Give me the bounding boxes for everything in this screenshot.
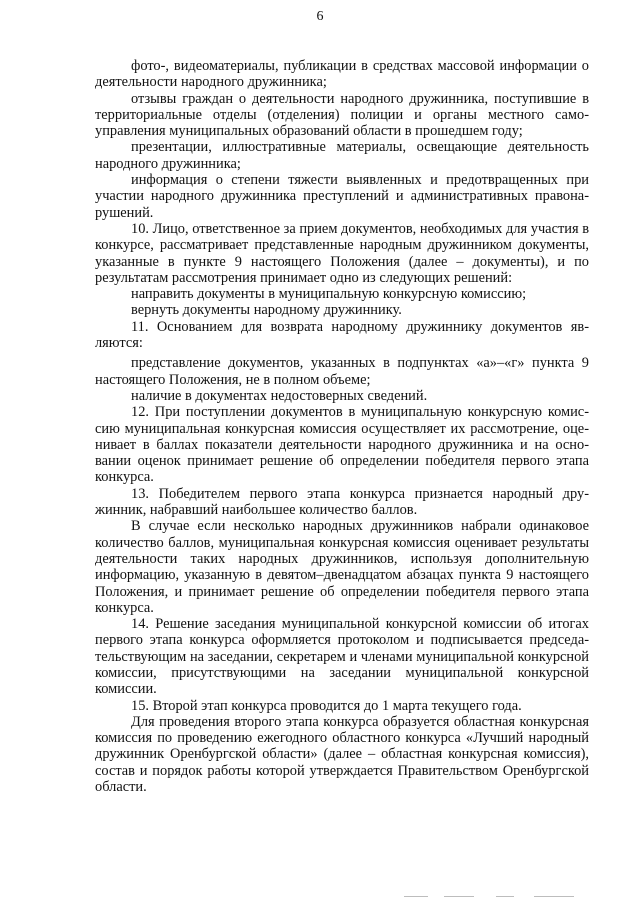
- paragraph-send-to-commission: направить документы в муниципальную конкурсную комиссию;: [131, 286, 527, 303]
- paragraph-regional-commission: Для проведения второго этапа конкурса образуется областная конкурсная комиссия по проведению ежегодного областного конкурса «Лучший народный дружинник Оренбургской области» (далее – областная конкурсная комиссия), состав и порядок работы которой утверждается Правительством Оренбургской области.: [95, 713, 589, 796]
- paragraph-unreliable-info: наличие в документах недостоверных сведений.: [131, 387, 428, 404]
- paragraph-photo-video-materials: фото-, видеоматериалы, публикации в средствах массовой информации о деятельности народного дружинника;: [95, 58, 589, 91]
- page-number: 6: [316, 9, 324, 24]
- paragraph-item-11: 11. Основанием для возврата народному дружиннику документов являются:: [95, 318, 589, 352]
- paragraph-offense-severity-info: информация о степени тяжести выявленных и предотвращенных при участии народного дружинника преступлений и административных правонарушений.: [95, 172, 589, 221]
- body-text: [95, 58, 589, 795]
- paragraph-item-15: 15. Второй этап конкурса проводится до 1 марта текущего года.: [131, 697, 522, 714]
- paragraph-item-13: 13. Победителем первого этапа конкурса признается народный дружинник, набравший наибольшее количество баллов.: [95, 485, 589, 519]
- paragraph-equal-points: В случае если несколько народных дружинников набрали одинаковое количество баллов, муниципальная конкурсная комиссия оценивает результаты деятельности таких народных дружинников, используя дополнительную информацию, указанную в девятом–двенадцатом абзацах пункта 9 настоящего Положения, и принимает решение об определении победителя первого этапа конкурса.: [95, 518, 589, 616]
- paragraph-item-14: 14. Решение заседания муниципальной конкурсной комиссии об итогах первого этапа конкурса оформляется протоколом и подписывается председательствующим на заседании, секретарем и членами муниципальной конкурсной комиссии, присутствующими на заседании муниципальной конкурсной комиссии.: [95, 616, 589, 698]
- paragraph-presentations: презентации, иллюстративные материалы, освещающие деятельность народного дружинника;: [95, 139, 589, 172]
- paragraph-citizen-feedback: отзывы граждан о деятельности народного дружинника, поступившие в территориальные отделы (отделения) полиции и органы местного самоуправления муниципальных образований области в прошедшем году;: [95, 90, 589, 140]
- paragraph-item-12: 12. При поступлении документов в муниципальную конкурсную комиссию муниципальная конкурсная комиссия осуществляет их рассмотрение, оценивает в баллах показатели деятельности народного дружинника и на основании оценок принимает решение об определении победителя первого этапа конкурса.: [95, 404, 589, 486]
- paragraph-item-10: 10. Лицо, ответственное за прием документов, необходимых для участия в конкурсе, рассматривает представленные народным дружинником документы, указанные в пункте 9 настоящего Положения (далее – документы), и по результатам рассмотрения принимает одно из следующих решений:: [95, 220, 589, 286]
- scan-artifact-marks: [404, 896, 594, 900]
- paragraph-incomplete-documents: представление документов, указанных в подпунктах «а»–«г» пункта 9 настоящего Положения, не в полном объеме;: [95, 355, 589, 388]
- paragraph-return-documents: вернуть документы народному дружиннику.: [131, 302, 402, 319]
